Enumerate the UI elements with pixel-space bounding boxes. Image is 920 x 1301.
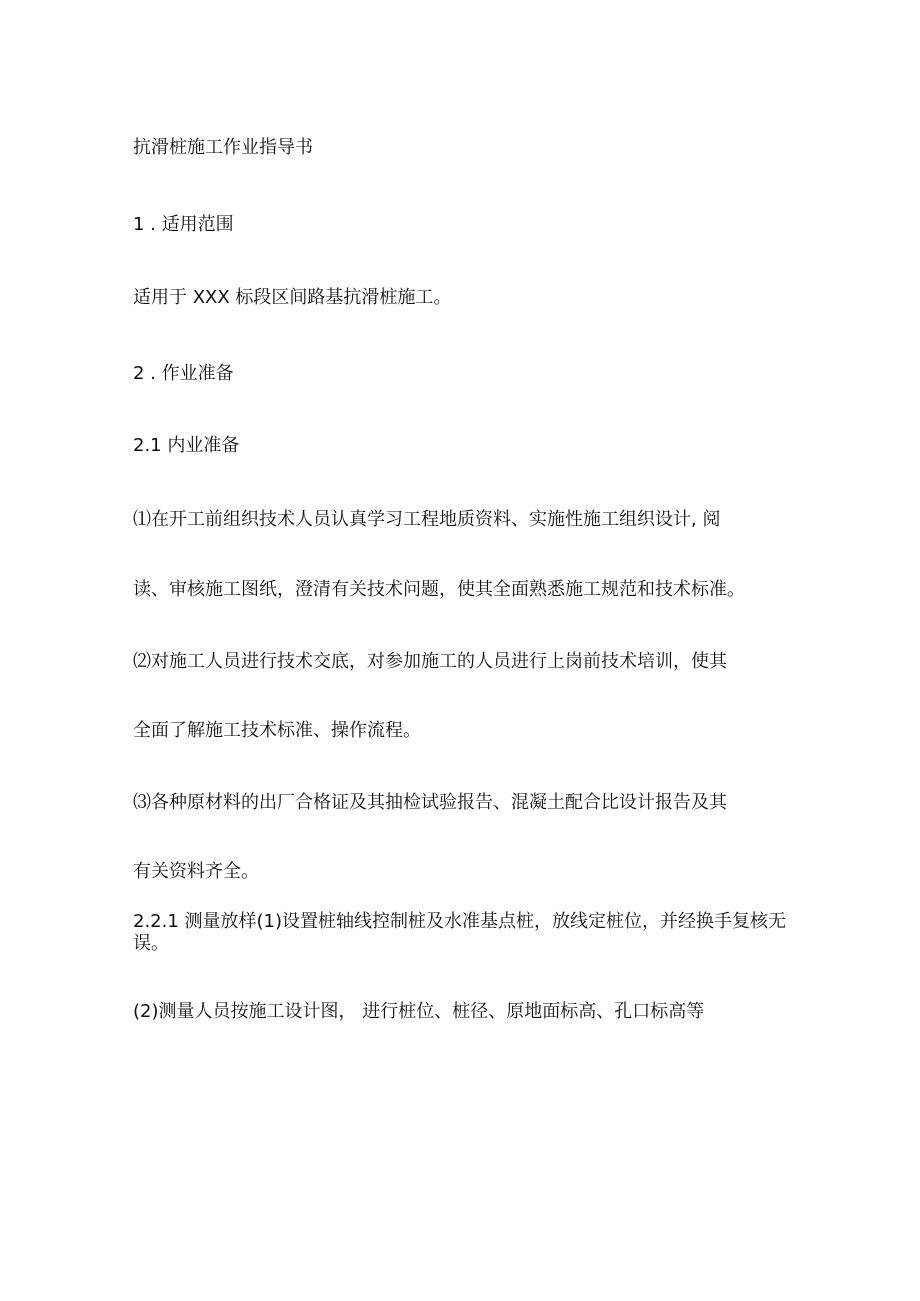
item-1-line-1: ⑴在开工前组织技术人员认真学习工程地质资料、实施性施工组织设计, 阅 bbox=[133, 509, 721, 530]
section-2-2-1-paragraph-2: (2)测量人员按施工设计图， 进行桩位、桩径、原地面标高、孔口标高等 bbox=[133, 1001, 705, 1022]
item-3-line-1: ⑶各种原材料的出厂合格证及其抽检试验报告、混凝土配合比设计报告及其 bbox=[133, 792, 727, 813]
item-2-line-2: 全面了解施工技术标准、操作流程。 bbox=[133, 720, 421, 741]
section-2-2-1-paragraph: 2.2.1 测量放样(1)设置桩轴线控制桩及水准基点桩，放线定桩位，并经换手复核无误。 bbox=[133, 911, 787, 954]
item-2-line-1: ⑵对施工人员进行技术交底，对参加施工的人员进行上岗前技术培训，使其 bbox=[133, 651, 727, 672]
section-2-heading: 2 . 作业准备 bbox=[133, 363, 234, 384]
item-3-line-2: 有关资料齐全。 bbox=[133, 861, 259, 882]
document-title: 抗滑桩施工作业指导书 bbox=[133, 137, 313, 158]
section-1-heading: 1 . 适用范围 bbox=[133, 214, 234, 235]
section-1-body: 适用于 XXX 标段区间路基抗滑桩施工。 bbox=[133, 287, 452, 308]
section-2-1-heading: 2.1 内业准备 bbox=[133, 435, 240, 456]
item-1-line-2: 读、审核施工图纸，澄清有关技术问题，使其全面熟悉施工规范和技术标准。 bbox=[133, 579, 745, 600]
